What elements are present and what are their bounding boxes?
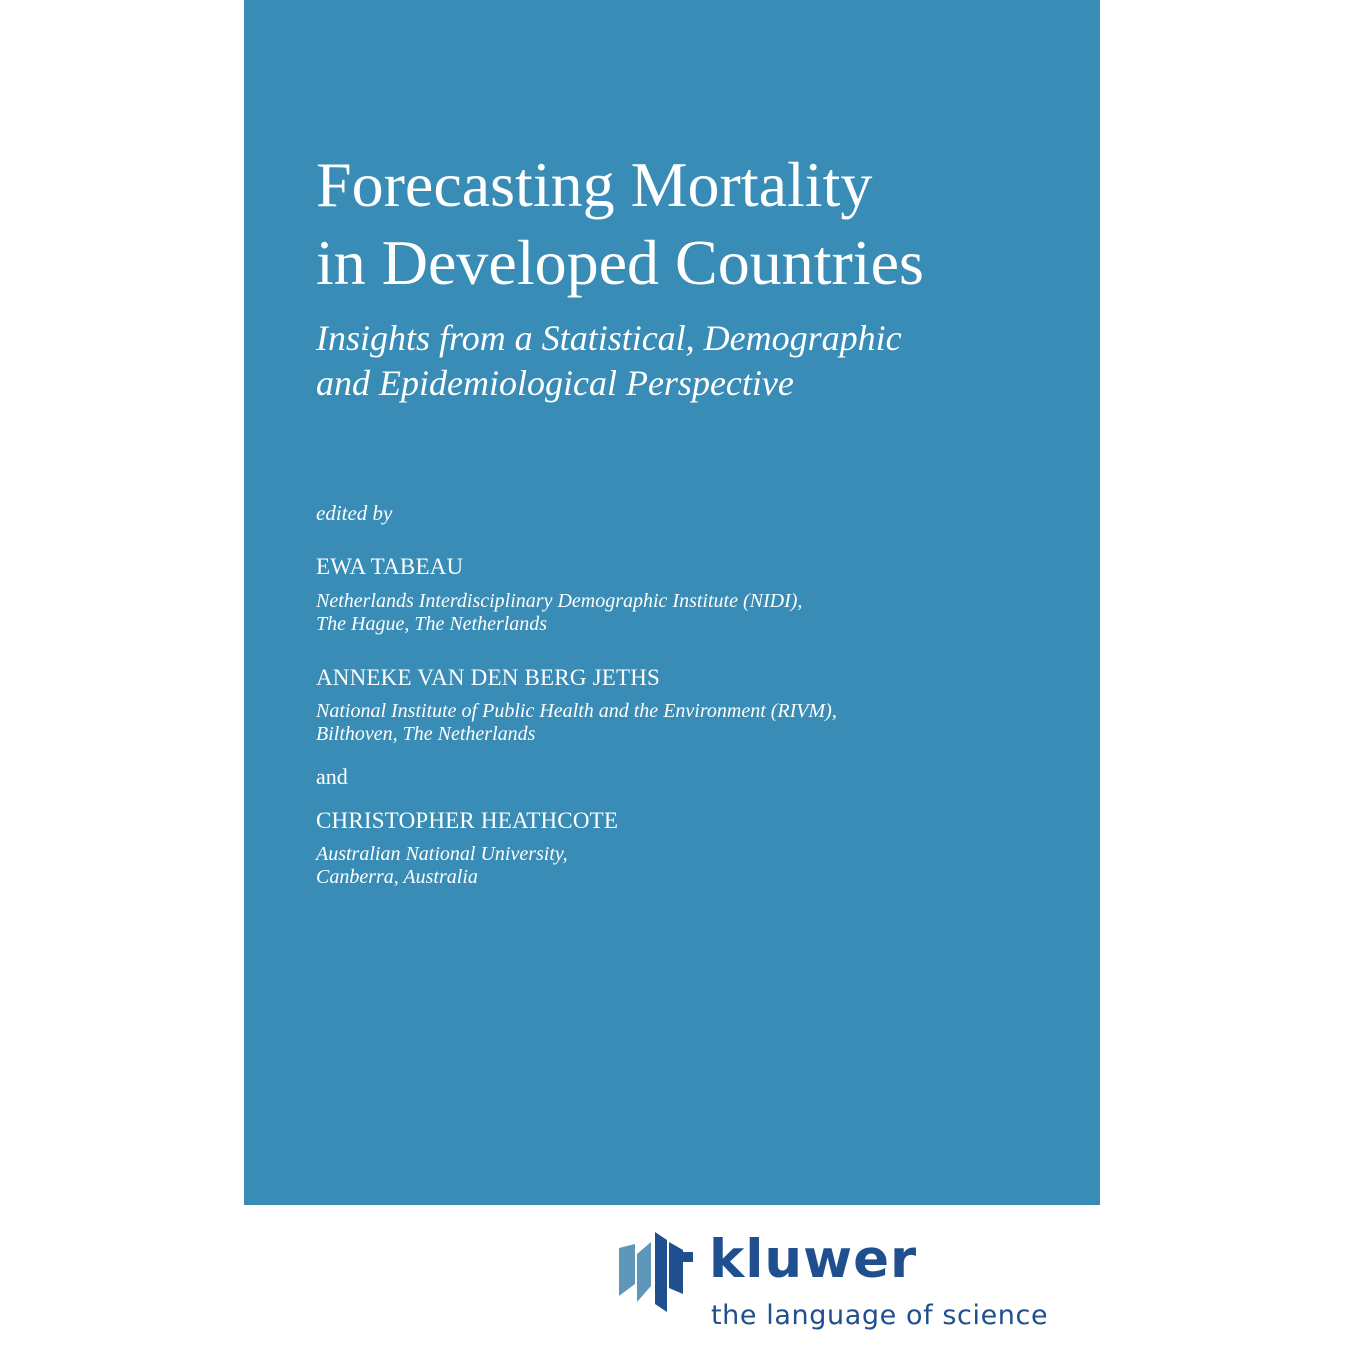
editor-affiliation: National Institute of Public Health and the Environment (RIVM), Bilthoven, The Netherlands [316,700,837,745]
kluwer-logo-icon [617,1232,693,1312]
publisher-name: kluwer [709,1229,918,1290]
publisher-tagline: the language of science [711,1300,1049,1331]
book-subtitle: Insights from a Statistical, Demographic and Epidemiological Perspective [316,318,902,403]
editors-conjunction: and [316,764,348,789]
editor-affiliation: Netherlands Interdisciplinary Demographic Institute (NIDI), The Hague, The Netherlands [316,590,803,635]
editor-name: CHRISTOPHER HEATHCOTE [316,808,619,833]
book-cover [244,0,1100,1205]
editor-name: EWA TABEAU [316,554,464,579]
book-title: Forecasting Mortality in Developed Countries [316,149,924,298]
editor-affiliation: Australian National University, Canberra, Australia [316,843,568,888]
edited-by-label: edited by [316,501,393,525]
editor-name: ANNEKE VAN DEN BERG JETHS [316,665,661,690]
